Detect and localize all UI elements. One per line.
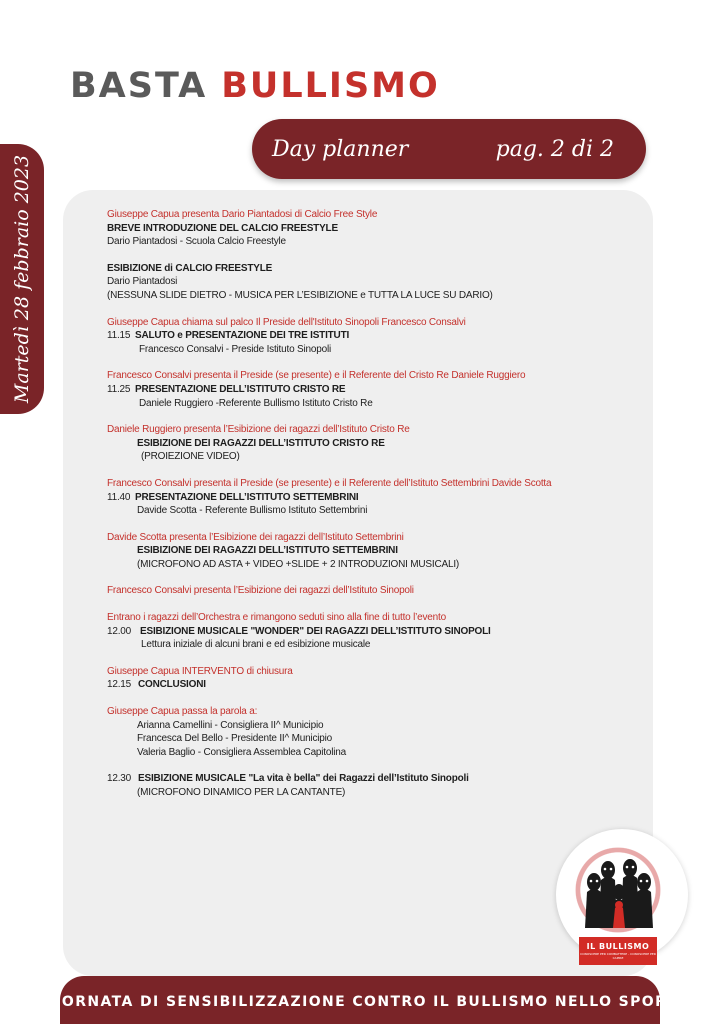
footer-text: GIORNATA DI SENSIBILIZZAZIONE CONTRO IL BULLISMO NELLO SPORT: [42, 994, 678, 1010]
agenda-title: PRESENTAZIONE DELL’ISTITUTO SETTEMBRINI: [135, 491, 359, 503]
planner-label: Day planner: [272, 136, 409, 162]
agenda-intro: Entrano i ragazzi dell’Orchestra e rimangono seduti sino alla fine di tutto l’evento: [107, 612, 446, 624]
agenda-detail: (PROIEZIONE VIDEO): [141, 451, 240, 463]
agenda-title: SALUTO e PRESENTAZIONE DEI TRE ISTITUTI: [135, 330, 350, 342]
page-title: [70, 66, 440, 110]
agenda-detail: Davide Scotta - Referente Bullismo Istituto Settembrini: [137, 505, 368, 517]
agenda-time: 11.15: [107, 330, 131, 342]
agenda-item: [107, 329, 652, 343]
title-basta: BASTA: [70, 66, 208, 106]
logo-tagline: CONOSCERE PER COMBATTERE - CONOSCERE PER CAPIRE: [580, 952, 656, 960]
agenda-title: ESIBIZIONE DEI RAGAZZI DELL’ISTITUTO CRISTO RE: [137, 437, 385, 449]
agenda-detail: (NESSUNA SLIDE DIETRO - MUSICA PER L’ESIBIZIONE e TUTTA LA LUCE SU DARIO): [107, 289, 493, 301]
agenda-title: ESIBIZIONE DEI RAGAZZI DELL’ISTITUTO SETTEMBRINI: [137, 545, 398, 557]
agenda-item: [107, 678, 652, 692]
agenda-detail: Arianna Camellini - Consigliera II^ Municipio: [137, 719, 324, 731]
shadow-figures-icon: [580, 852, 658, 928]
agenda-time: 12.00: [107, 625, 132, 637]
agenda-time: 11.25: [107, 383, 131, 395]
agenda-title: ESIBIZIONE MUSICALE "WONDER" DEI RAGAZZI DELL’ISTITUTO SINOPOLI: [140, 625, 491, 637]
footer-banner: [42, 976, 678, 1024]
agenda-item: [107, 772, 652, 786]
agenda-detail: Valeria Baglio - Consigliera Assemblea Capitolina: [137, 746, 347, 758]
agenda-intro: Francesco Consalvi presenta il Preside (se presente) e il Referente del Cristo Re Daniele Ruggiero: [107, 370, 526, 382]
agenda-intro: Giuseppe Capua chiama sul palco Il Preside dell'Istituto Sinopoli Francesco Consalvi: [107, 316, 466, 328]
agenda-detail: Francesca Del Bello - Presidente II^ Municipio: [137, 733, 333, 745]
agenda-time: 12.30: [107, 773, 132, 785]
agenda-list: [107, 208, 652, 800]
agenda-detail: Lettura iniziale di alcuni brani e ed esibizione musicale: [141, 639, 371, 651]
agenda-intro: Davide Scotta presenta l’Esibizione dei ragazzi dell’Istituto Settembrini: [107, 531, 404, 543]
day-planner-banner: [252, 119, 646, 179]
title-bullismo: BULLISMO: [221, 66, 440, 106]
agenda-item: [107, 491, 652, 505]
logo-label-text: IL BULLISMO: [586, 942, 650, 951]
agenda-title: PRESENTAZIONE DELL’ISTITUTO CRISTO RE: [135, 383, 346, 395]
agenda-time: 12.15: [107, 679, 132, 691]
agenda-title: CONCLUSIONI: [138, 679, 206, 691]
agenda-item: [107, 383, 652, 397]
logo-label: [579, 937, 657, 965]
agenda-item: [107, 625, 652, 639]
agenda-intro: Francesco Consalvi presenta l’Esibizione dei ragazzi dell’Istituto Sinopoli: [107, 585, 414, 597]
agenda-detail: (MICROFONO AD ASTA + VIDEO +SLIDE + 2 INTRODUZIONI MUSICALI): [137, 558, 460, 570]
agenda-detail: Francesco Consalvi - Preside Istituto Sinopoli: [139, 343, 332, 355]
agenda-title: BREVE INTRODUZIONE DEL CALCIO FREESTYLE: [107, 222, 338, 234]
agenda-time: 11.40: [107, 491, 131, 503]
agenda-intro: Daniele Ruggiero presenta l’Esibizione dei ragazzi dell’Istituto Cristo Re: [107, 424, 410, 436]
agenda-intro: Giuseppe Capua passa la parola a:: [107, 706, 258, 718]
agenda-intro: Giuseppe Capua INTERVENTO di chiusura: [107, 665, 293, 677]
agenda-detail: Dario Piantadosi - Scuola Calcio Freestyle: [107, 236, 286, 248]
page-number: pag. 2 di 2: [495, 136, 614, 162]
agenda-intro: Giuseppe Capua presenta Dario Piantadosi di Calcio Free Style: [107, 209, 378, 220]
agenda-title: ESIBIZIONE MUSICALE "La vita è bella" dei Ragazzi dell’Istituto Sinopoli: [138, 773, 469, 785]
agenda-detail: Dario Piantadosi: [107, 276, 178, 288]
event-date: Martedì 28 febbraio 2023: [11, 154, 33, 404]
agenda-detail: (MICROFONO DINAMICO PER LA CANTANTE): [137, 787, 346, 798]
date-side-tab: [0, 144, 44, 414]
agenda-detail: Daniele Ruggiero -Referente Bullismo Istituto Cristo Re: [139, 397, 373, 409]
agenda-title: ESIBIZIONE di CALCIO FREESTYLE: [107, 262, 273, 274]
agenda-intro: Francesco Consalvi presenta il Preside (se presente) e il Referente dell’Istituto Settembrini Davide Scotta: [107, 477, 552, 489]
